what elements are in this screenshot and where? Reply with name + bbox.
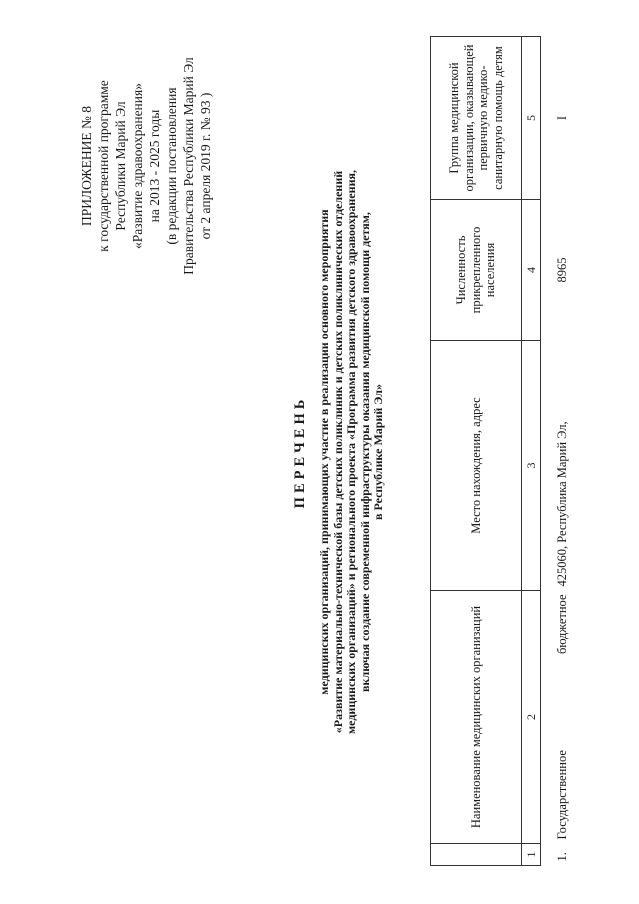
organizations-table	[430, 36, 570, 866]
row-address: 425060, Республика Марий Эл,	[555, 421, 569, 587]
appendix-line: на 2013 - 2025 годы	[147, 109, 162, 223]
subtitle-line: медицинских организаций, принимающих участие в реализации основного мероприятия	[317, 209, 331, 695]
column-number: 5	[522, 37, 541, 200]
document-subtitle	[318, 100, 386, 804]
column-number: 4	[522, 200, 541, 341]
header-cell-group: Группа медицинской организации, оказывающей первичную медико-санитарную помощь детям	[431, 37, 522, 200]
column-number: 2	[522, 591, 541, 844]
table-header-row	[431, 37, 522, 866]
header-cell-address: Место нахождения, адрес	[431, 341, 522, 591]
row-population: 8965	[555, 257, 569, 283]
appendix-line: Правительства Республики Марий Эл	[181, 57, 196, 275]
appendix-line: к государственной программе	[96, 80, 111, 252]
column-number-row	[522, 37, 541, 866]
row-number: 1.	[555, 852, 569, 862]
appendix-line: «Развитие здравоохранения»	[130, 83, 145, 249]
appendix-line: ПРИЛОЖЕНИЕ № 8	[79, 105, 94, 227]
document-title: ПЕРЕЧЕНЬ	[292, 395, 308, 509]
row-organization-name: Государственное бюджетное	[555, 594, 569, 840]
appendix-block	[78, 35, 214, 297]
subtitle-line: в Республике Марий Эл»	[371, 383, 386, 521]
header-cell-name: Наименование медицинских организаций	[431, 591, 522, 844]
column-number: 3	[522, 341, 541, 591]
appendix-line: (в редакции постановления	[164, 87, 179, 245]
row-group: I	[555, 115, 569, 121]
subtitle-line: включая создание современной инфраструктуры оказания медицинской помощи детям,	[357, 212, 372, 692]
subtitle-line: медицинских организаций» и регионального проекта «Программа развития детского здравоохранения,	[344, 170, 359, 734]
subtitle-line: «Развитие материально-технической базы детских поликлиник и детских поликлинических отделений	[330, 170, 345, 734]
appendix-line: Республики Марий Эл	[113, 101, 128, 231]
header-cell-population: Численность прикрепленного населения	[431, 200, 522, 341]
appendix-line: от 2 апреля 2019 г. № 93 )	[198, 92, 213, 240]
table-row	[541, 37, 570, 866]
column-number: 1	[522, 844, 541, 866]
header-cell-number	[431, 844, 522, 866]
